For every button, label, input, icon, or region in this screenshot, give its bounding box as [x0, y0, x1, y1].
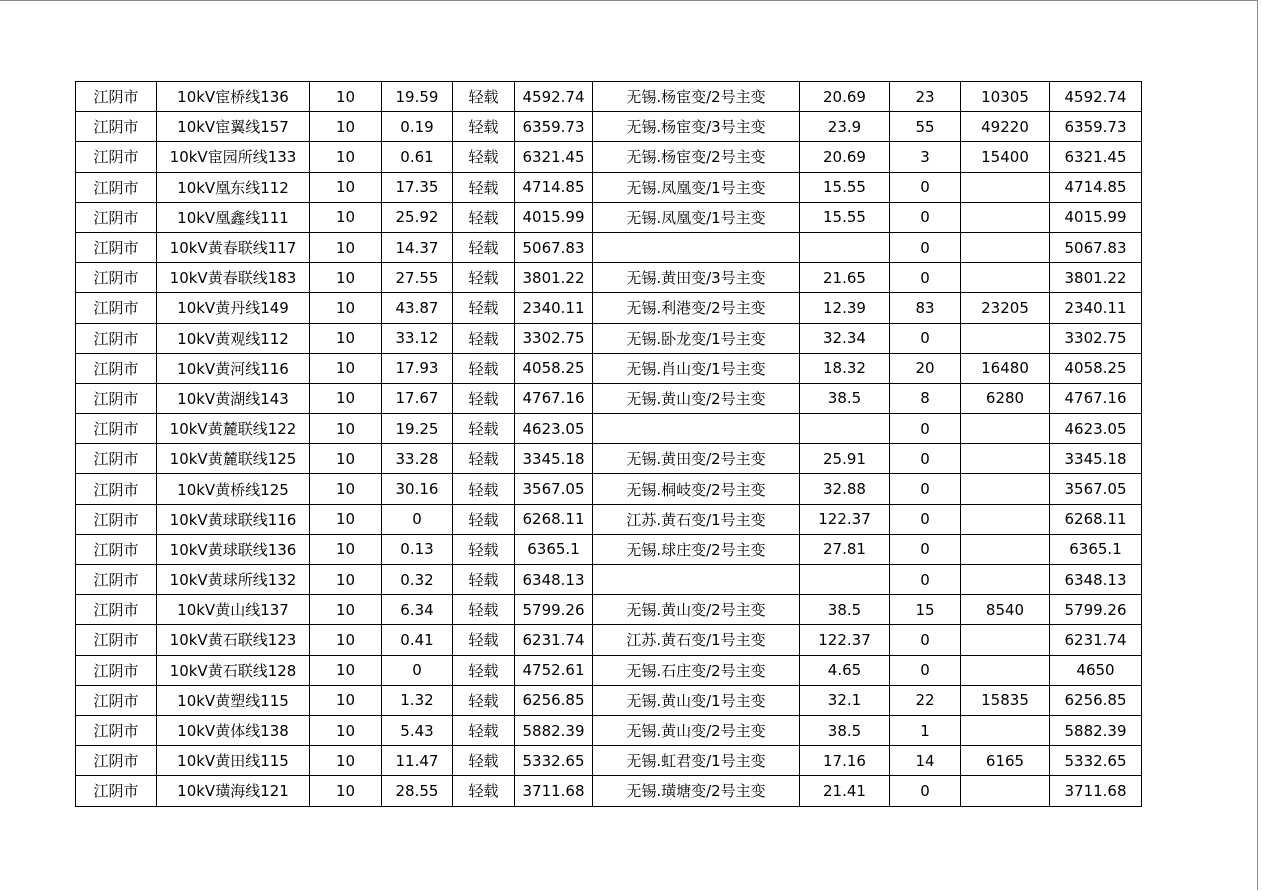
col8-cell: 32.1: [800, 685, 890, 715]
voltage-cell: 10: [310, 142, 382, 172]
capacity-cell: 4015.99: [515, 202, 593, 232]
col11-cell: 4058.25: [1050, 353, 1142, 383]
col8-cell: 38.5: [800, 715, 890, 745]
city-cell: 江阴市: [76, 474, 157, 504]
col11-cell: 5067.83: [1050, 232, 1142, 262]
voltage-cell: 10: [310, 655, 382, 685]
col10-cell: [961, 202, 1050, 232]
voltage-cell: 10: [310, 232, 382, 262]
substation-cell: 江苏.黄石变/1号主变: [593, 625, 800, 655]
col8-cell: [800, 414, 890, 444]
col10-cell: 15400: [961, 142, 1050, 172]
col11-cell: 3567.05: [1050, 474, 1142, 504]
substation-cell: 无锡.黄田变/2号主变: [593, 444, 800, 474]
capacity-cell: 4714.85: [515, 172, 593, 202]
length-cell: 0: [382, 655, 453, 685]
length-cell: 19.25: [382, 414, 453, 444]
col9-cell: 0: [890, 534, 961, 564]
city-cell: 江阴市: [76, 323, 157, 353]
table-row: [76, 383, 1142, 413]
col11-cell: 5799.26: [1050, 595, 1142, 625]
length-cell: 33.12: [382, 323, 453, 353]
col11-cell: 6365.1: [1050, 534, 1142, 564]
load-type-cell: 轻载: [453, 534, 515, 564]
voltage-cell: 10: [310, 625, 382, 655]
table-row: [76, 82, 1142, 112]
col10-cell: 6165: [961, 746, 1050, 776]
load-type-cell: 轻载: [453, 353, 515, 383]
capacity-cell: 6256.85: [515, 685, 593, 715]
col8-cell: 17.16: [800, 746, 890, 776]
substation-cell: 无锡.杨宦变/2号主变: [593, 82, 800, 112]
capacity-cell: 6359.73: [515, 112, 593, 142]
table-row: [76, 142, 1142, 172]
table-row: [76, 444, 1142, 474]
line-name-cell: 10kV凰鑫线111: [157, 202, 310, 232]
line-name-cell: 10kV黄球联线136: [157, 534, 310, 564]
voltage-cell: 10: [310, 202, 382, 232]
col8-cell: 15.55: [800, 172, 890, 202]
col8-cell: 122.37: [800, 504, 890, 534]
table-row: [76, 746, 1142, 776]
line-name-cell: 10kV黄山线137: [157, 595, 310, 625]
col11-cell: 3302.75: [1050, 323, 1142, 353]
col10-cell: [961, 263, 1050, 293]
col9-cell: 3: [890, 142, 961, 172]
table-row: [76, 202, 1142, 232]
col8-cell: [800, 232, 890, 262]
line-name-cell: 10kV黄河线116: [157, 353, 310, 383]
length-cell: 25.92: [382, 202, 453, 232]
city-cell: 江阴市: [76, 625, 157, 655]
substation-cell: 无锡.黄山变/2号主变: [593, 383, 800, 413]
col9-cell: 22: [890, 685, 961, 715]
col11-cell: 4714.85: [1050, 172, 1142, 202]
substation-cell: [593, 414, 800, 444]
col8-cell: 21.65: [800, 263, 890, 293]
col11-cell: 5882.39: [1050, 715, 1142, 745]
length-cell: 11.47: [382, 746, 453, 776]
col11-cell: 6256.85: [1050, 685, 1142, 715]
voltage-cell: 10: [310, 715, 382, 745]
col10-cell: 16480: [961, 353, 1050, 383]
table-row: [76, 655, 1142, 685]
col9-cell: 20: [890, 353, 961, 383]
load-type-cell: 轻载: [453, 504, 515, 534]
capacity-cell: 3567.05: [515, 474, 593, 504]
col8-cell: [800, 565, 890, 595]
capacity-cell: 6321.45: [515, 142, 593, 172]
length-cell: 30.16: [382, 474, 453, 504]
col8-cell: 23.9: [800, 112, 890, 142]
col10-cell: [961, 232, 1050, 262]
col10-cell: 23205: [961, 293, 1050, 323]
substation-cell: 无锡.卧龙变/1号主变: [593, 323, 800, 353]
capacity-cell: 3345.18: [515, 444, 593, 474]
col9-cell: 0: [890, 655, 961, 685]
col9-cell: 1: [890, 715, 961, 745]
col9-cell: 15: [890, 595, 961, 625]
city-cell: 江阴市: [76, 263, 157, 293]
col9-cell: 8: [890, 383, 961, 413]
length-cell: 6.34: [382, 595, 453, 625]
col11-cell: 4592.74: [1050, 82, 1142, 112]
substation-cell: [593, 232, 800, 262]
line-name-cell: 10kV黄体线138: [157, 715, 310, 745]
substation-cell: 江苏.黄石变/1号主变: [593, 504, 800, 534]
line-name-cell: 10kV黄球联线116: [157, 504, 310, 534]
substation-cell: 无锡.石庄变/2号主变: [593, 655, 800, 685]
voltage-cell: 10: [310, 353, 382, 383]
load-type-cell: 轻载: [453, 82, 515, 112]
table-row: [76, 504, 1142, 534]
table-row: [76, 112, 1142, 142]
col9-cell: 0: [890, 776, 961, 806]
load-type-cell: 轻载: [453, 595, 515, 625]
city-cell: 江阴市: [76, 776, 157, 806]
city-cell: 江阴市: [76, 655, 157, 685]
voltage-cell: 10: [310, 685, 382, 715]
city-cell: 江阴市: [76, 353, 157, 383]
col9-cell: 0: [890, 323, 961, 353]
voltage-cell: 10: [310, 504, 382, 534]
city-cell: 江阴市: [76, 112, 157, 142]
col10-cell: [961, 715, 1050, 745]
city-cell: 江阴市: [76, 383, 157, 413]
substation-cell: 无锡.虹君变/1号主变: [593, 746, 800, 776]
col8-cell: 38.5: [800, 383, 890, 413]
col8-cell: 38.5: [800, 595, 890, 625]
voltage-cell: 10: [310, 82, 382, 112]
col8-cell: 20.69: [800, 82, 890, 112]
length-cell: 0.61: [382, 142, 453, 172]
capacity-cell: 5882.39: [515, 715, 593, 745]
line-name-cell: 10kV黄球所线132: [157, 565, 310, 595]
length-cell: 0.32: [382, 565, 453, 595]
col8-cell: 27.81: [800, 534, 890, 564]
col11-cell: 6321.45: [1050, 142, 1142, 172]
length-cell: 28.55: [382, 776, 453, 806]
load-type-cell: 轻载: [453, 655, 515, 685]
length-cell: 0.41: [382, 625, 453, 655]
capacity-cell: 6365.1: [515, 534, 593, 564]
line-name-cell: 10kV黄观线112: [157, 323, 310, 353]
substation-cell: 无锡.黄山变/1号主变: [593, 685, 800, 715]
capacity-cell: 5332.65: [515, 746, 593, 776]
voltage-cell: 10: [310, 383, 382, 413]
city-cell: 江阴市: [76, 595, 157, 625]
city-cell: 江阴市: [76, 202, 157, 232]
capacity-cell: 6348.13: [515, 565, 593, 595]
load-type-cell: 轻载: [453, 232, 515, 262]
substation-cell: 无锡.凤凰变/1号主变: [593, 172, 800, 202]
col8-cell: 20.69: [800, 142, 890, 172]
col8-cell: 25.91: [800, 444, 890, 474]
voltage-cell: 10: [310, 172, 382, 202]
table-row: [76, 625, 1142, 655]
voltage-cell: 10: [310, 323, 382, 353]
voltage-cell: 10: [310, 293, 382, 323]
col11-cell: 3711.68: [1050, 776, 1142, 806]
load-type-cell: 轻载: [453, 263, 515, 293]
substation-cell: 无锡.凤凰变/1号主变: [593, 202, 800, 232]
capacity-cell: 5799.26: [515, 595, 593, 625]
col8-cell: 21.41: [800, 776, 890, 806]
table-row: [76, 685, 1142, 715]
load-type-cell: 轻载: [453, 323, 515, 353]
table-row: [76, 565, 1142, 595]
table-row: [76, 595, 1142, 625]
voltage-cell: 10: [310, 444, 382, 474]
load-type-cell: 轻载: [453, 202, 515, 232]
col8-cell: 18.32: [800, 353, 890, 383]
substation-cell: 无锡.黄田变/3号主变: [593, 263, 800, 293]
table-row: [76, 715, 1142, 745]
line-name-cell: 10kV黄田线115: [157, 746, 310, 776]
load-type-cell: 轻载: [453, 625, 515, 655]
col9-cell: 0: [890, 444, 961, 474]
line-name-cell: 10kV黄石联线128: [157, 655, 310, 685]
col11-cell: 4015.99: [1050, 202, 1142, 232]
length-cell: 19.59: [382, 82, 453, 112]
load-type-cell: 轻载: [453, 565, 515, 595]
city-cell: 江阴市: [76, 715, 157, 745]
col10-cell: [961, 655, 1050, 685]
col9-cell: 0: [890, 504, 961, 534]
load-type-cell: 轻载: [453, 685, 515, 715]
col9-cell: 0: [890, 625, 961, 655]
col10-cell: 6280: [961, 383, 1050, 413]
load-type-cell: 轻载: [453, 444, 515, 474]
substation-cell: 无锡.利港变/2号主变: [593, 293, 800, 323]
city-cell: 江阴市: [76, 746, 157, 776]
table-row: [76, 414, 1142, 444]
col9-cell: 0: [890, 202, 961, 232]
load-type-cell: 轻载: [453, 474, 515, 504]
length-cell: 1.32: [382, 685, 453, 715]
col10-cell: [961, 565, 1050, 595]
length-cell: 14.37: [382, 232, 453, 262]
line-name-cell: 10kV黄石联线123: [157, 625, 310, 655]
table-row: [76, 534, 1142, 564]
city-cell: 江阴市: [76, 82, 157, 112]
col11-cell: 5332.65: [1050, 746, 1142, 776]
col9-cell: 23: [890, 82, 961, 112]
col10-cell: [961, 534, 1050, 564]
voltage-cell: 10: [310, 414, 382, 444]
substation-cell: 无锡.黄山变/2号主变: [593, 595, 800, 625]
load-type-cell: 轻载: [453, 414, 515, 444]
capacity-cell: 6231.74: [515, 625, 593, 655]
city-cell: 江阴市: [76, 172, 157, 202]
col9-cell: 0: [890, 414, 961, 444]
table-row: [76, 474, 1142, 504]
capacity-cell: 4752.61: [515, 655, 593, 685]
col8-cell: 122.37: [800, 625, 890, 655]
col9-cell: 14: [890, 746, 961, 776]
substation-cell: 无锡.桐岐变/2号主变: [593, 474, 800, 504]
city-cell: 江阴市: [76, 534, 157, 564]
table-row: [76, 293, 1142, 323]
line-name-cell: 10kV黄春联线117: [157, 232, 310, 262]
capacity-cell: 3711.68: [515, 776, 593, 806]
col11-cell: 4650: [1050, 655, 1142, 685]
col10-cell: [961, 504, 1050, 534]
voltage-cell: 10: [310, 746, 382, 776]
col10-cell: 49220: [961, 112, 1050, 142]
col11-cell: 3801.22: [1050, 263, 1142, 293]
capacity-cell: 2340.11: [515, 293, 593, 323]
length-cell: 17.35: [382, 172, 453, 202]
col8-cell: 15.55: [800, 202, 890, 232]
line-name-cell: 10kV璜海线121: [157, 776, 310, 806]
voltage-cell: 10: [310, 263, 382, 293]
line-name-cell: 10kV黄湖线143: [157, 383, 310, 413]
col11-cell: 6268.11: [1050, 504, 1142, 534]
col8-cell: 4.65: [800, 655, 890, 685]
line-name-cell: 10kV黄桥线125: [157, 474, 310, 504]
col11-cell: 6359.73: [1050, 112, 1142, 142]
substation-cell: 无锡.杨宦变/2号主变: [593, 142, 800, 172]
voltage-cell: 10: [310, 565, 382, 595]
capacity-cell: 4058.25: [515, 353, 593, 383]
substation-cell: 无锡.肖山变/1号主变: [593, 353, 800, 383]
col10-cell: [961, 444, 1050, 474]
capacity-cell: 3302.75: [515, 323, 593, 353]
col10-cell: [961, 323, 1050, 353]
col11-cell: 6348.13: [1050, 565, 1142, 595]
length-cell: 5.43: [382, 715, 453, 745]
length-cell: 0.19: [382, 112, 453, 142]
load-type-cell: 轻载: [453, 715, 515, 745]
col8-cell: 12.39: [800, 293, 890, 323]
substation-cell: 无锡.璜塘变/2号主变: [593, 776, 800, 806]
col11-cell: 4767.16: [1050, 383, 1142, 413]
col9-cell: 0: [890, 232, 961, 262]
line-name-cell: 10kV黄麓联线125: [157, 444, 310, 474]
city-cell: 江阴市: [76, 414, 157, 444]
substation-cell: 无锡.球庄变/2号主变: [593, 534, 800, 564]
line-name-cell: 10kV宦桥线136: [157, 82, 310, 112]
line-name-cell: 10kV黄春联线183: [157, 263, 310, 293]
col11-cell: 3345.18: [1050, 444, 1142, 474]
length-cell: 27.55: [382, 263, 453, 293]
city-cell: 江阴市: [76, 565, 157, 595]
capacity-cell: 6268.11: [515, 504, 593, 534]
voltage-cell: 10: [310, 776, 382, 806]
col11-cell: 4623.05: [1050, 414, 1142, 444]
col10-cell: 15835: [961, 685, 1050, 715]
data-table: [75, 81, 1142, 807]
length-cell: 43.87: [382, 293, 453, 323]
load-type-cell: 轻载: [453, 112, 515, 142]
substation-cell: [593, 565, 800, 595]
load-type-cell: 轻载: [453, 142, 515, 172]
voltage-cell: 10: [310, 474, 382, 504]
col10-cell: [961, 776, 1050, 806]
load-type-cell: 轻载: [453, 172, 515, 202]
line-name-cell: 10kV凰东线112: [157, 172, 310, 202]
table-row: [76, 776, 1142, 806]
line-name-cell: 10kV宦园所线133: [157, 142, 310, 172]
col10-cell: [961, 172, 1050, 202]
voltage-cell: 10: [310, 595, 382, 625]
col11-cell: 2340.11: [1050, 293, 1142, 323]
line-name-cell: 10kV宦翼线157: [157, 112, 310, 142]
capacity-cell: 4592.74: [515, 82, 593, 112]
table-row: [76, 232, 1142, 262]
substation-cell: 无锡.杨宦变/3号主变: [593, 112, 800, 142]
city-cell: 江阴市: [76, 685, 157, 715]
col10-cell: 10305: [961, 82, 1050, 112]
capacity-cell: 5067.83: [515, 232, 593, 262]
city-cell: 江阴市: [76, 232, 157, 262]
city-cell: 江阴市: [76, 293, 157, 323]
substation-cell: 无锡.黄山变/2号主变: [593, 715, 800, 745]
length-cell: 0: [382, 504, 453, 534]
col8-cell: 32.34: [800, 323, 890, 353]
col9-cell: 0: [890, 474, 961, 504]
load-type-cell: 轻载: [453, 776, 515, 806]
length-cell: 17.67: [382, 383, 453, 413]
col9-cell: 0: [890, 263, 961, 293]
capacity-cell: 4623.05: [515, 414, 593, 444]
col10-cell: 8540: [961, 595, 1050, 625]
capacity-cell: 3801.22: [515, 263, 593, 293]
table-row: [76, 263, 1142, 293]
col9-cell: 0: [890, 172, 961, 202]
col8-cell: 32.88: [800, 474, 890, 504]
load-type-cell: 轻载: [453, 293, 515, 323]
line-name-cell: 10kV黄麓联线122: [157, 414, 310, 444]
city-cell: 江阴市: [76, 504, 157, 534]
col9-cell: 0: [890, 565, 961, 595]
city-cell: 江阴市: [76, 444, 157, 474]
table-row: [76, 323, 1142, 353]
col9-cell: 55: [890, 112, 961, 142]
load-type-cell: 轻载: [453, 383, 515, 413]
table-body: [76, 82, 1142, 807]
table-row: [76, 172, 1142, 202]
col11-cell: 6231.74: [1050, 625, 1142, 655]
col10-cell: [961, 474, 1050, 504]
line-name-cell: 10kV黄丹线149: [157, 293, 310, 323]
length-cell: 0.13: [382, 534, 453, 564]
col10-cell: [961, 625, 1050, 655]
voltage-cell: 10: [310, 112, 382, 142]
capacity-cell: 4767.16: [515, 383, 593, 413]
col9-cell: 83: [890, 293, 961, 323]
load-type-cell: 轻载: [453, 746, 515, 776]
table-row: [76, 353, 1142, 383]
voltage-cell: 10: [310, 534, 382, 564]
length-cell: 33.28: [382, 444, 453, 474]
line-name-cell: 10kV黄塑线115: [157, 685, 310, 715]
col10-cell: [961, 414, 1050, 444]
length-cell: 17.93: [382, 353, 453, 383]
city-cell: 江阴市: [76, 142, 157, 172]
